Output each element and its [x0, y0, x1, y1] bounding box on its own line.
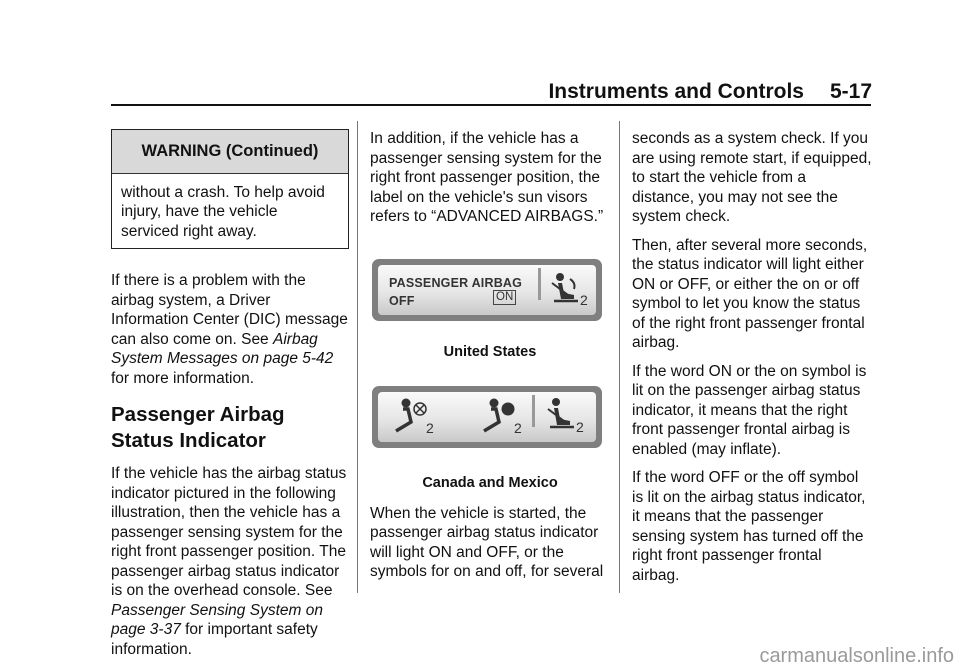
figure-caption: United States: [443, 343, 537, 360]
svg-text:2: 2: [426, 420, 434, 436]
header-rule: [111, 104, 871, 106]
section-heading: Passenger Airbag Status Indicator: [111, 403, 285, 452]
figure-caption: Canada and Mexico: [422, 475, 558, 491]
airbag-on-symbol-icon: [476, 395, 532, 437]
warning-box: [111, 129, 349, 249]
page-header: [548, 80, 872, 104]
paragraph: seconds as a system check. If you are using remote start, if equipped, to start the vehicle from a distance, you may not see the system check.: [632, 130, 872, 225]
section-title: Instruments and Controls: [548, 80, 804, 103]
indicator-off-label: OFF: [389, 293, 415, 308]
column-right: [632, 129, 872, 594]
cross-reference-link[interactable]: Airbag System Messages on page 5-42: [111, 330, 334, 367]
paragraph: When the vehicle is started, the passenger airbag status indicator will light ON and OFF, or the symbols for on and off, for several: [370, 504, 604, 580]
passenger-airbag-off-icon: [548, 271, 594, 309]
indicator-label: PASSENGER AIRBAG: [389, 275, 523, 290]
column-divider: [357, 121, 358, 593]
paragraph: In addition, if the vehicle has a passenger sensing system for the right front passenger position, the label on the vehicle's sun visors refers to “ADVANCED AIRBAGS.”: [370, 130, 604, 225]
column-left: [111, 129, 349, 668]
seatbelt-icon: [544, 395, 596, 437]
paragraph: Then, after several more seconds, the status indicator will light either ON or OFF, or either the on or off symbol to let you know the status of the right front passenger frontal airbag.: [632, 236, 868, 351]
cross-reference-link[interactable]: Passenger Sensing System on page 3-37: [111, 601, 323, 638]
svg-text:2: 2: [514, 420, 522, 436]
svg-text:2: 2: [580, 291, 588, 308]
column-middle: [370, 129, 610, 591]
paragraph: If the word OFF or the off symbol is lit on the airbag status indicator, it means that the passenger sensing system has turned off the right front passenger frontal airbag.: [632, 469, 866, 584]
column-divider: [619, 121, 620, 593]
watermark: carmanualsonline.info: [759, 645, 954, 667]
airbag-indicator-us: [372, 259, 604, 323]
paragraph: If the word ON or the on symbol is lit on the passenger airbag status indicator, it means that the right front passenger frontal airbag is enabled (may inflate).: [632, 362, 867, 458]
svg-text:2: 2: [576, 419, 584, 435]
airbag-off-symbol-icon: [386, 395, 444, 437]
warning-title: WARNING (Continued): [112, 130, 348, 174]
airbag-indicator-canada-mexico: [372, 386, 604, 450]
paragraph: If there is a problem with the airbag system, a Driver Information Center (DIC) message can also come on. See Airbag System Messages on page 5-42 for more information.: [111, 272, 348, 387]
indicator-on-label: ON: [493, 290, 516, 305]
warning-body: without a crash. To help avoid injury, have the vehicle serviced right away.: [121, 183, 325, 240]
paragraph: If the vehicle has the airbag status indicator pictured in the following illustration, then the vehicle has a passenger sensing system for the right front passenger position. The passenger airbag status indicator is on the overhead console. See Passenger Sensing System on page 3-37 for important safety information.: [111, 465, 347, 658]
page-number: 5-17: [829, 80, 872, 103]
